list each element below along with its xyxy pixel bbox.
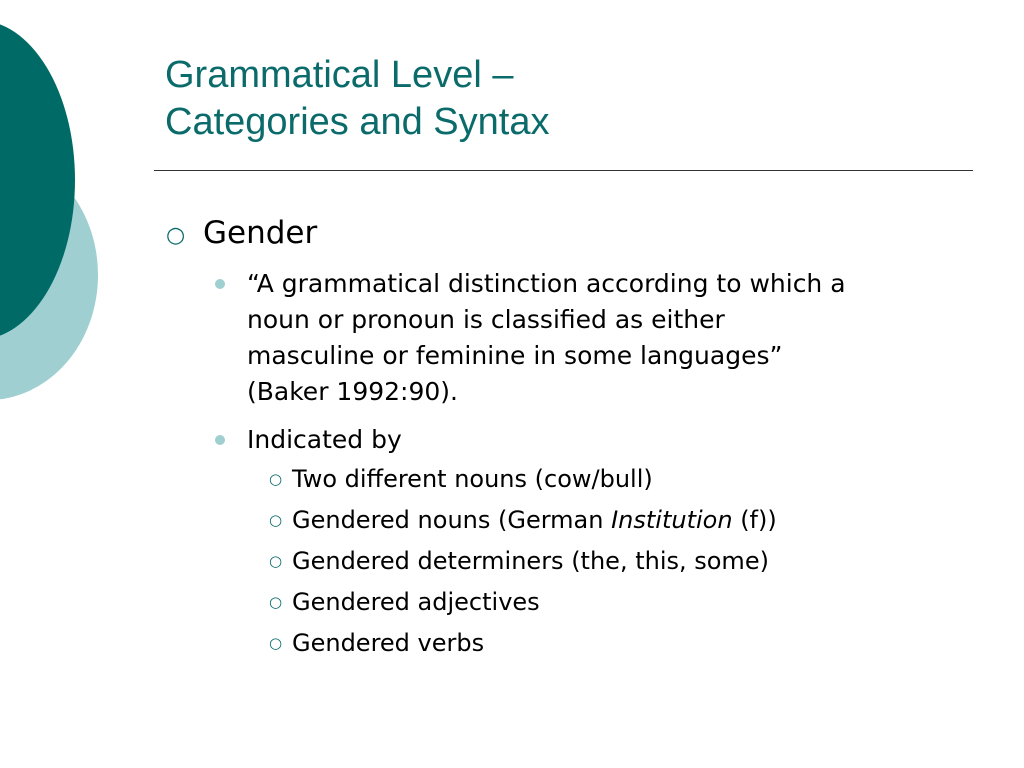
slide-title-line-1: Grammatical Level –: [165, 54, 514, 96]
bullet-indicated-by: [165, 422, 995, 458]
filled-dot-bullet-icon: [215, 279, 225, 289]
bullet-definition: [165, 266, 995, 410]
definition-line-1: “A grammatical distinction according to which a: [247, 269, 846, 298]
definition-line-2: noun or pronoun is classified as either: [247, 305, 725, 334]
sub-bullet-gendered-nouns: [165, 500, 995, 541]
sub-bullet-gendered-determiners: [165, 541, 995, 582]
sub-bullet-text-suffix: (f)): [732, 506, 777, 534]
sub-bullet-gendered-adjectives: [165, 582, 995, 623]
sub-bullet-text-italic: Institution: [611, 506, 733, 534]
sub-bullet-text: Two different nouns (cow/bull): [292, 465, 653, 493]
small-hollow-circle-bullet-icon: ○: [269, 593, 283, 611]
small-hollow-circle-bullet-icon: ○: [269, 634, 283, 652]
bullet-gender-text: Gender: [203, 215, 318, 251]
sub-bullet-gendered-verbs: [165, 623, 995, 664]
slide-body: [165, 212, 995, 664]
sub-bullet-text-prefix: Gendered nouns (German: [292, 506, 612, 534]
small-hollow-circle-bullet-icon: ○: [269, 552, 283, 570]
hollow-circle-bullet-icon: ○: [166, 223, 186, 248]
filled-dot-bullet-icon: [215, 435, 225, 445]
small-hollow-circle-bullet-icon: ○: [269, 511, 283, 529]
definition-line-4: (Baker 1992:90).: [247, 377, 458, 406]
bullet-gender: [165, 212, 995, 254]
small-hollow-circle-bullet-icon: ○: [269, 470, 283, 488]
definition-line-3: masculine or feminine in some languages”: [247, 341, 783, 370]
sub-bullet-text: Gendered verbs: [292, 629, 485, 657]
bullet-indicated-by-text: Indicated by: [247, 425, 402, 454]
slide-title: [165, 52, 549, 146]
slide-title-line-2: Categories and Syntax: [165, 101, 550, 143]
sub-bullet-text: Gendered adjectives: [292, 588, 540, 616]
sub-bullet-text: Gendered determiners (the, this, some): [292, 547, 769, 575]
sub-bullet-two-different-nouns: [165, 459, 995, 500]
title-divider: [154, 170, 973, 171]
